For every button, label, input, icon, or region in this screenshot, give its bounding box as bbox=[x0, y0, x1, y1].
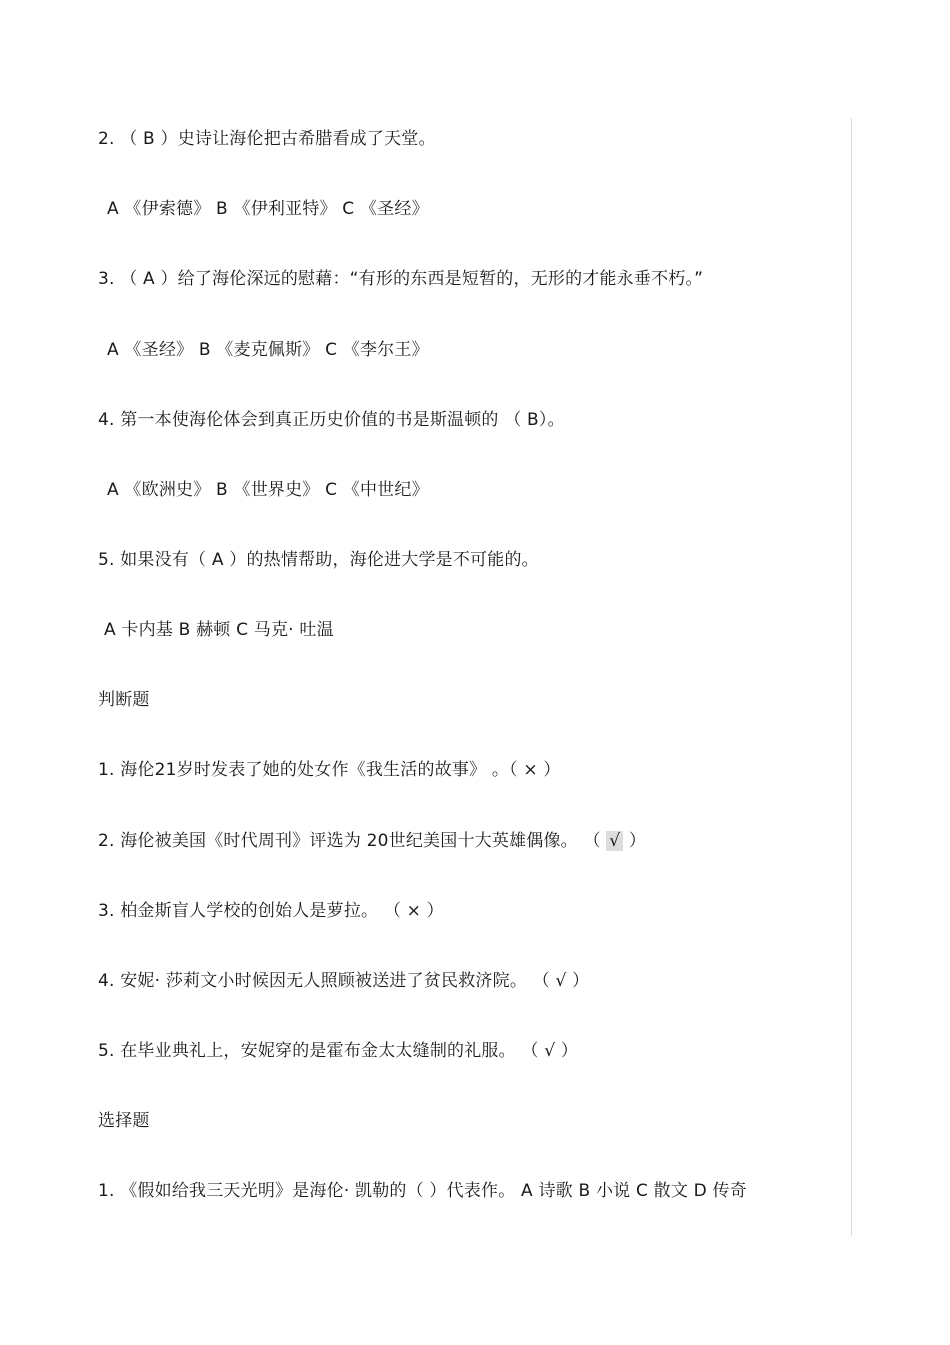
question-4-options: A 《欧洲史》 B 《世界史》 C 《中世纪》 bbox=[107, 480, 429, 500]
judge-item-2-close: ） bbox=[623, 831, 647, 851]
judge-item-1: 1. 海伦21岁时发表了她的处女作《我生活的故事》 。（ × ） bbox=[98, 760, 561, 780]
page-border bbox=[851, 118, 852, 1236]
question-5: 5. 如果没有（ A ）的热情帮助，海伦进大学是不可能的。 bbox=[98, 550, 539, 570]
judge-item-5: 5. 在毕业典礼上，安妮穿的是霍布金太太缝制的礼服。 （ √ ） bbox=[98, 1041, 579, 1061]
question-2-options: A 《伊索德》 B 《伊利亚特》 C 《圣经》 bbox=[107, 199, 429, 219]
answer-mark-highlight: √ bbox=[606, 831, 623, 851]
question-2: 2. （ B ）史诗让海伦把古希腊看成了天堂。 bbox=[98, 129, 436, 149]
judge-item-2 bbox=[98, 830, 646, 852]
section-heading-judge: 判断题 bbox=[98, 690, 150, 710]
judge-item-4: 4. 安妮· 莎莉文小时候因无人照顾被送进了贫民救济院。 （ √ ） bbox=[98, 971, 590, 991]
question-3: 3. （ A ）给了海伦深远的慰藉：“有形的东西是短暂的，无形的才能永垂不朽。” bbox=[98, 269, 704, 289]
judge-item-2-text: 2. 海伦被美国《时代周刊》评选为 20世纪美国十大英雄偶像。 （ bbox=[98, 831, 607, 851]
question-5-options: A 卡内基 B 赫顿 C 马克· 吐温 bbox=[104, 620, 334, 640]
judge-item-3: 3. 柏金斯盲人学校的创始人是萝拉。 （ × ） bbox=[98, 901, 444, 921]
question-3-options: A 《圣经》 B 《麦克佩斯》 C 《李尔王》 bbox=[107, 340, 429, 360]
question-4: 4. 第一本使海伦体会到真正历史价值的书是斯温顿的 （ B）。 bbox=[98, 410, 565, 430]
choice-item-1: 1. 《假如给我三天光明》是海伦· 凯勒的（ ）代表作。 A 诗歌 B 小说 C 散文 D 传奇 bbox=[98, 1181, 747, 1201]
section-heading-choice: 选择题 bbox=[98, 1111, 150, 1131]
